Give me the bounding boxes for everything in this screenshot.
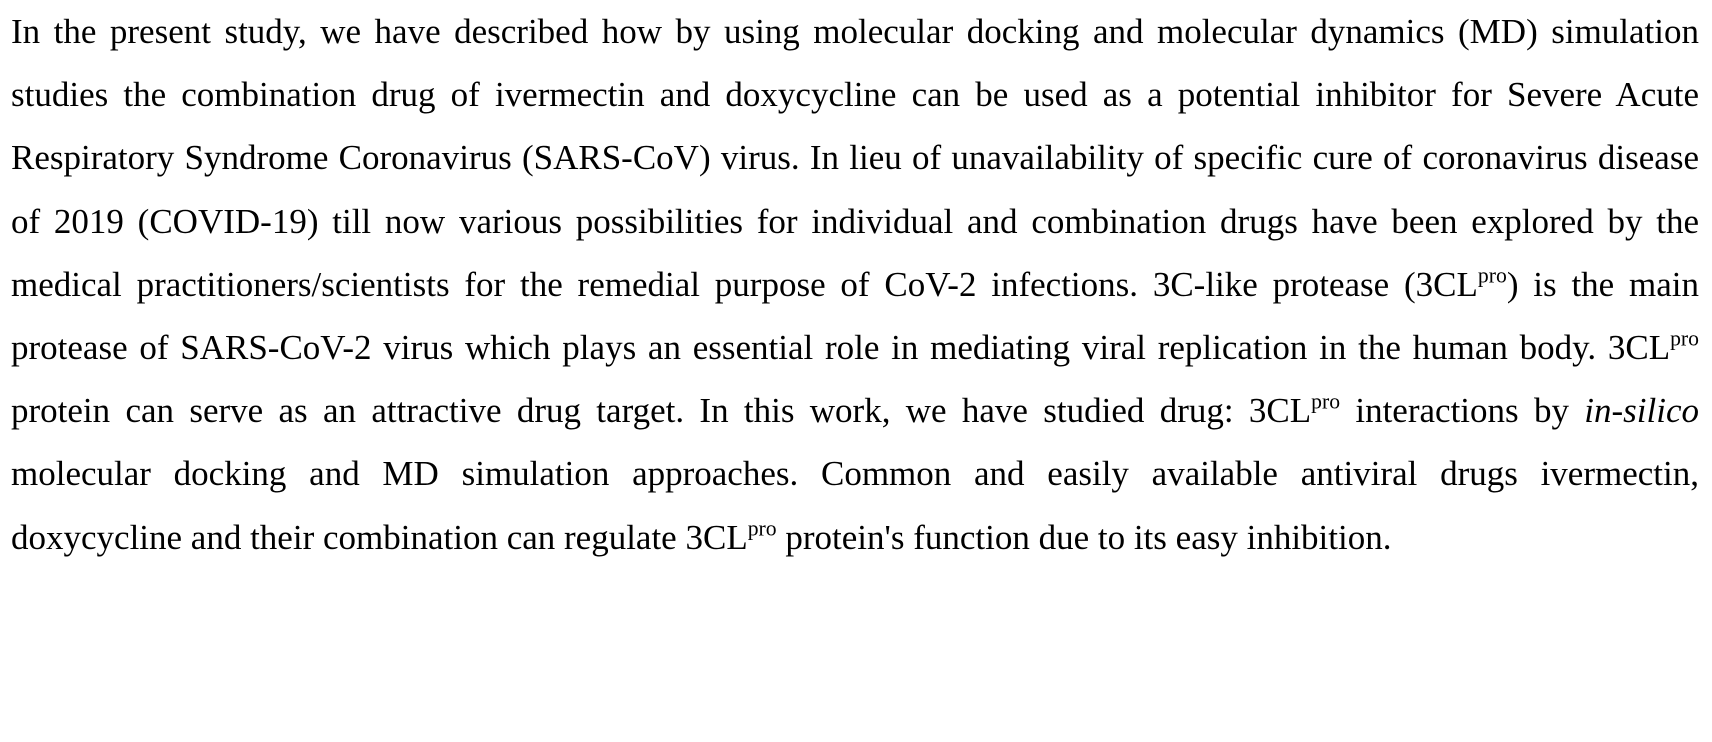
text-run: protein's function due to its easy inhibition. <box>776 517 1392 557</box>
superscript-pro: pro <box>1670 326 1699 351</box>
document-page <box>11 0 1699 742</box>
text-run: ) is the main protease of SARS-CoV-2 virus which plays an essential role in mediating viral replication in the human body. 3CL <box>11 264 1699 368</box>
superscript-pro: pro <box>1477 263 1507 288</box>
text-run: molecular docking and MD simulation approaches. Common and easily available antiviral drugs ivermectin, doxycycline and their combination can regulate 3CL <box>11 454 1699 557</box>
text-run: protein can serve as an attractive drug target. In this work, we have studied drug: 3CL <box>11 391 1312 431</box>
text-run: In the present study, we have described how by using molecular docking and molecular dynamics (MD) simulation studies the combination drug of ivermectin and doxycycline can be used as a potential inhibitor for Severe Acute Respiratory Syndrome Coronavirus (SARS-CoV) virus. In lieu of unavailability of specific cure of coronavirus disease of 2019 (COVID-19) till now various possibilities for individual and combination drugs have been explored by the medical practitioners/scientists for the remedial purpose of CoV-2 infections. 3C-like protease (3CL <box>11 12 1699 304</box>
text-run: interactions by <box>1340 391 1585 431</box>
superscript-pro: pro <box>747 516 777 541</box>
superscript-pro: pro <box>1311 389 1341 414</box>
abstract-paragraph <box>11 0 1699 569</box>
italic-term: in-silico <box>1584 391 1699 431</box>
